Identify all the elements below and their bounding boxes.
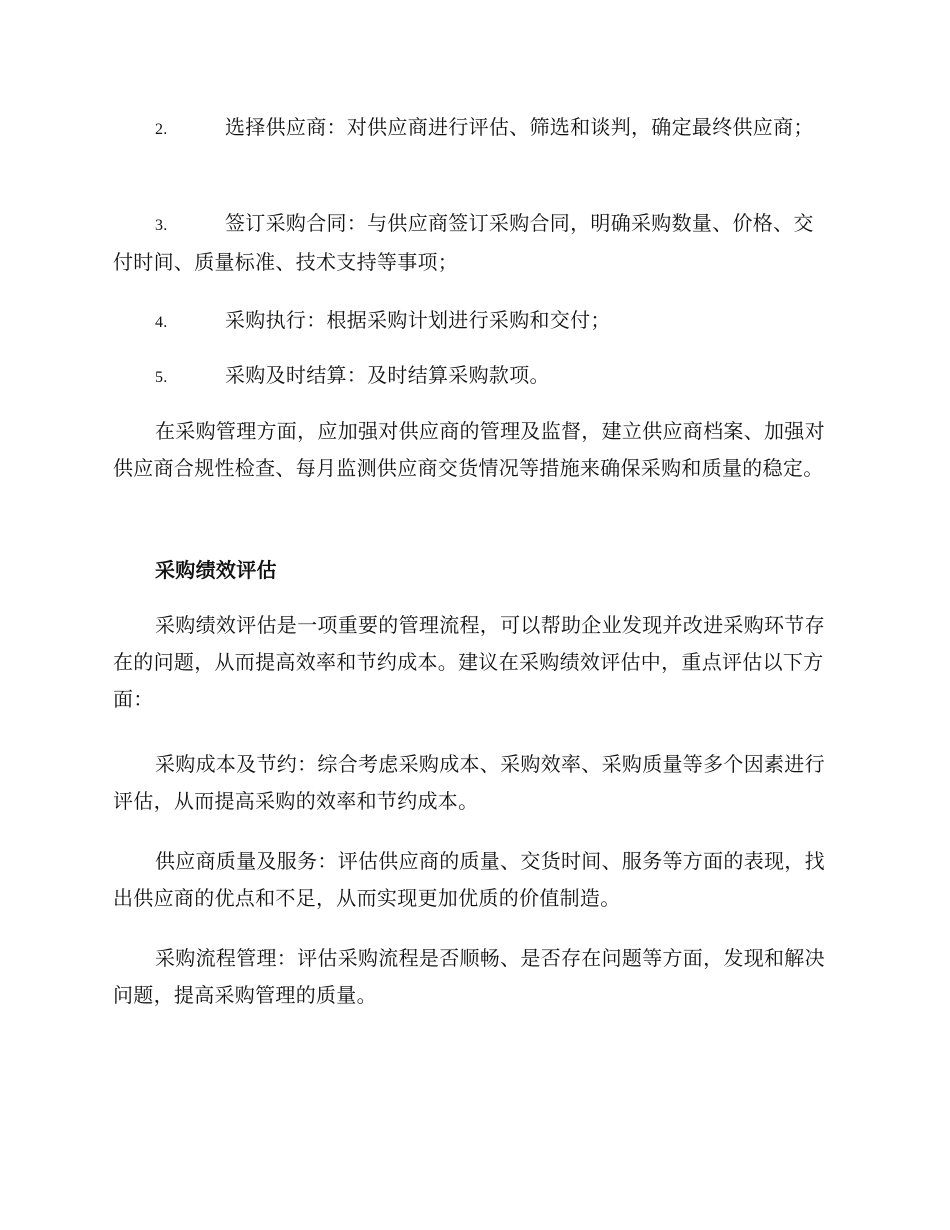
list-number: 3. [155, 217, 168, 234]
list-number: 2. [155, 121, 168, 138]
evaluation-point-supplier: 供应商质量及服务：评估供应商的质量、交货时间、服务等方面的表现，找出供应商的优点和不足，从而实现更加优质的价值制造。 [113, 849, 825, 910]
list-item-text: 选择供应商：对供应商进行评估、筛选和谈判，确定最终供应商； [225, 115, 814, 139]
list-item [113, 302, 831, 341]
list-number: 5. [155, 369, 168, 386]
list-item [113, 205, 831, 281]
list-item-text: 采购执行：根据采购计划进行采购和交付； [225, 308, 611, 332]
evaluation-point-cost: 采购成本及节约：综合考虑采购成本、采购效率、采购质量等多个因素进行评估，从而提高采购的效率和节约成本。 [113, 752, 825, 813]
list-item [113, 357, 831, 396]
management-paragraph: 在采购管理方面，应加强对供应商的管理及监督，建立供应商档案、加强对供应商合规性检查、每月监测供应商交货情况等措施来确保采购和质量的稳定。 [113, 419, 825, 480]
list-item [113, 109, 831, 148]
evaluation-point-process: 采购流程管理：评估采购流程是否顺畅、是否存在问题等方面，发现和解决问题，提高采购管理的质量。 [113, 946, 825, 1007]
intro-paragraph: 采购绩效评估是一项重要的管理流程，可以帮助企业发现并改进采购环节存在的问题，从而提高效率和节约成本。建议在采购绩效评估中，重点评估以下方面： [113, 613, 825, 711]
list-number: 4. [155, 314, 168, 331]
section-heading: 采购绩效评估 [155, 558, 277, 582]
list-item-text: 签订采购合同：与供应商签订采购合同，明确采购数量、价格、交付时间、质量标准、技术支持等事项； [113, 211, 814, 274]
list-item-text: 采购及时结算：及时结算采购款项。 [225, 363, 550, 387]
